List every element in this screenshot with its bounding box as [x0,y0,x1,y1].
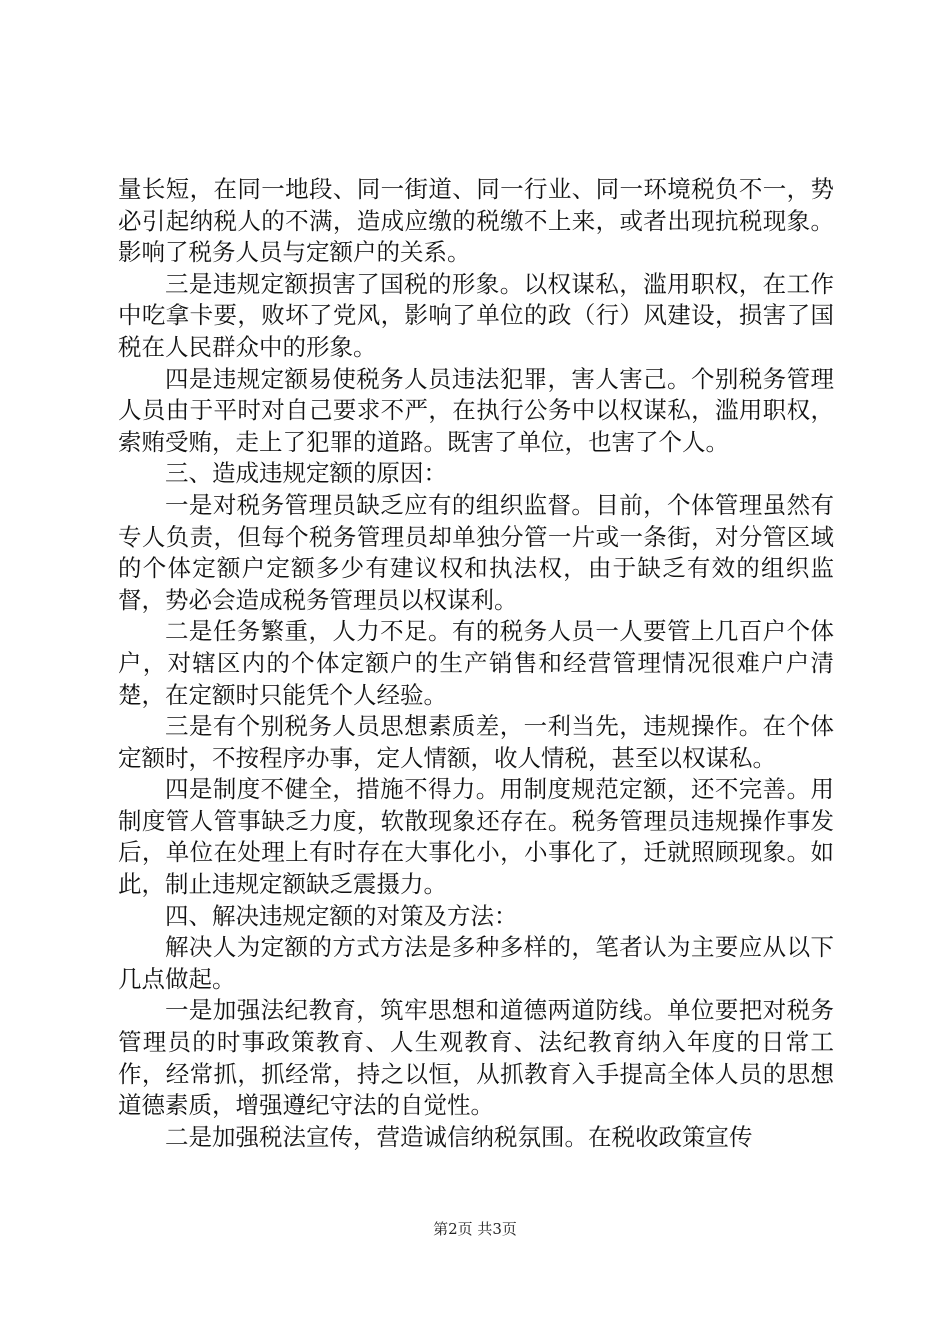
paragraph-6: 二是任务繁重，人力不足。有的税务人员一人要管上几百户个体户，对辖区内的个体定额户的生产销售和经营管理情况很难户户清楚，在定额时只能凭个人经验。 [118,617,834,709]
paragraph-10: 解决人为定额的方式方法是多种多样的，笔者认为主要应从以下几点做起。 [118,933,834,993]
paragraph-7: 三是有个别税务人员思想素质差，一利当先，违规操作。在个体定额时，不按程序办事，定人情额，收人情税，甚至以权谋私。 [118,712,834,772]
paragraph-2: 三是违规定额损害了国税的形象。以权谋私，滥用职权，在工作中吃拿卡要，败坏了党风，影响了单位的政（行）风建设，损害了国税在人民群众中的形象。 [118,269,834,361]
paragraph-12: 二是加强税法宣传，营造诚信纳税氛围。在税收政策宣传 [165,1122,753,1151]
section-heading-4: 四、解决违规定额的对策及方法： [165,901,518,930]
paragraph-11: 一是加强法纪教育，筑牢思想和道德两道防线。单位要把对税务管理员的时事政策教育、人生观教育、法纪教育纳入年度的日常工作，经常抓，抓经常，持之以恒，从抓教育入手提高全体人员的思想道德素质，增强遵纪守法的自觉性。 [118,996,834,1120]
paragraph-5: 一是对税务管理员缺乏应有的组织监督。目前，个体管理虽然有专人负责，但每个税务管理员却单独分管一片或一条街，对分管区域的个体定额户定额多少有建议权和执法权，由于缺乏有效的组织监督，势必会造成税务管理员以权谋利。 [118,490,834,614]
paragraph-8: 四是制度不健全，措施不得力。用制度规范定额，还不完善。用制度管人管事缺乏力度，软散现象还存在。税务管理员违规操作事发后，单位在处理上有时存在大事化小，小事化了，迁就照顾现象。如此，制止违规定额缺乏震摄力。 [118,775,834,899]
document-body [118,174,834,1153]
paragraph-1: 量长短，在同一地段、同一街道、同一行业、同一环境税负不一，势必引起纳税人的不满，造成应缴的税缴不上来，或者出现抗税现象。影响了税务人员与定额户的关系。 [118,175,834,267]
paragraph-3: 四是违规定额易使税务人员违法犯罪，害人害己。个别税务管理人员由于平时对自己要求不严，在执行公务中以权谋私，滥用职权，索贿受贿，走上了犯罪的道路。既害了单位，也害了个人。 [118,364,834,456]
page-footer: 第2页 共3页 [433,1220,517,1238]
section-heading-3: 三、造成违规定额的原因： [165,459,447,488]
